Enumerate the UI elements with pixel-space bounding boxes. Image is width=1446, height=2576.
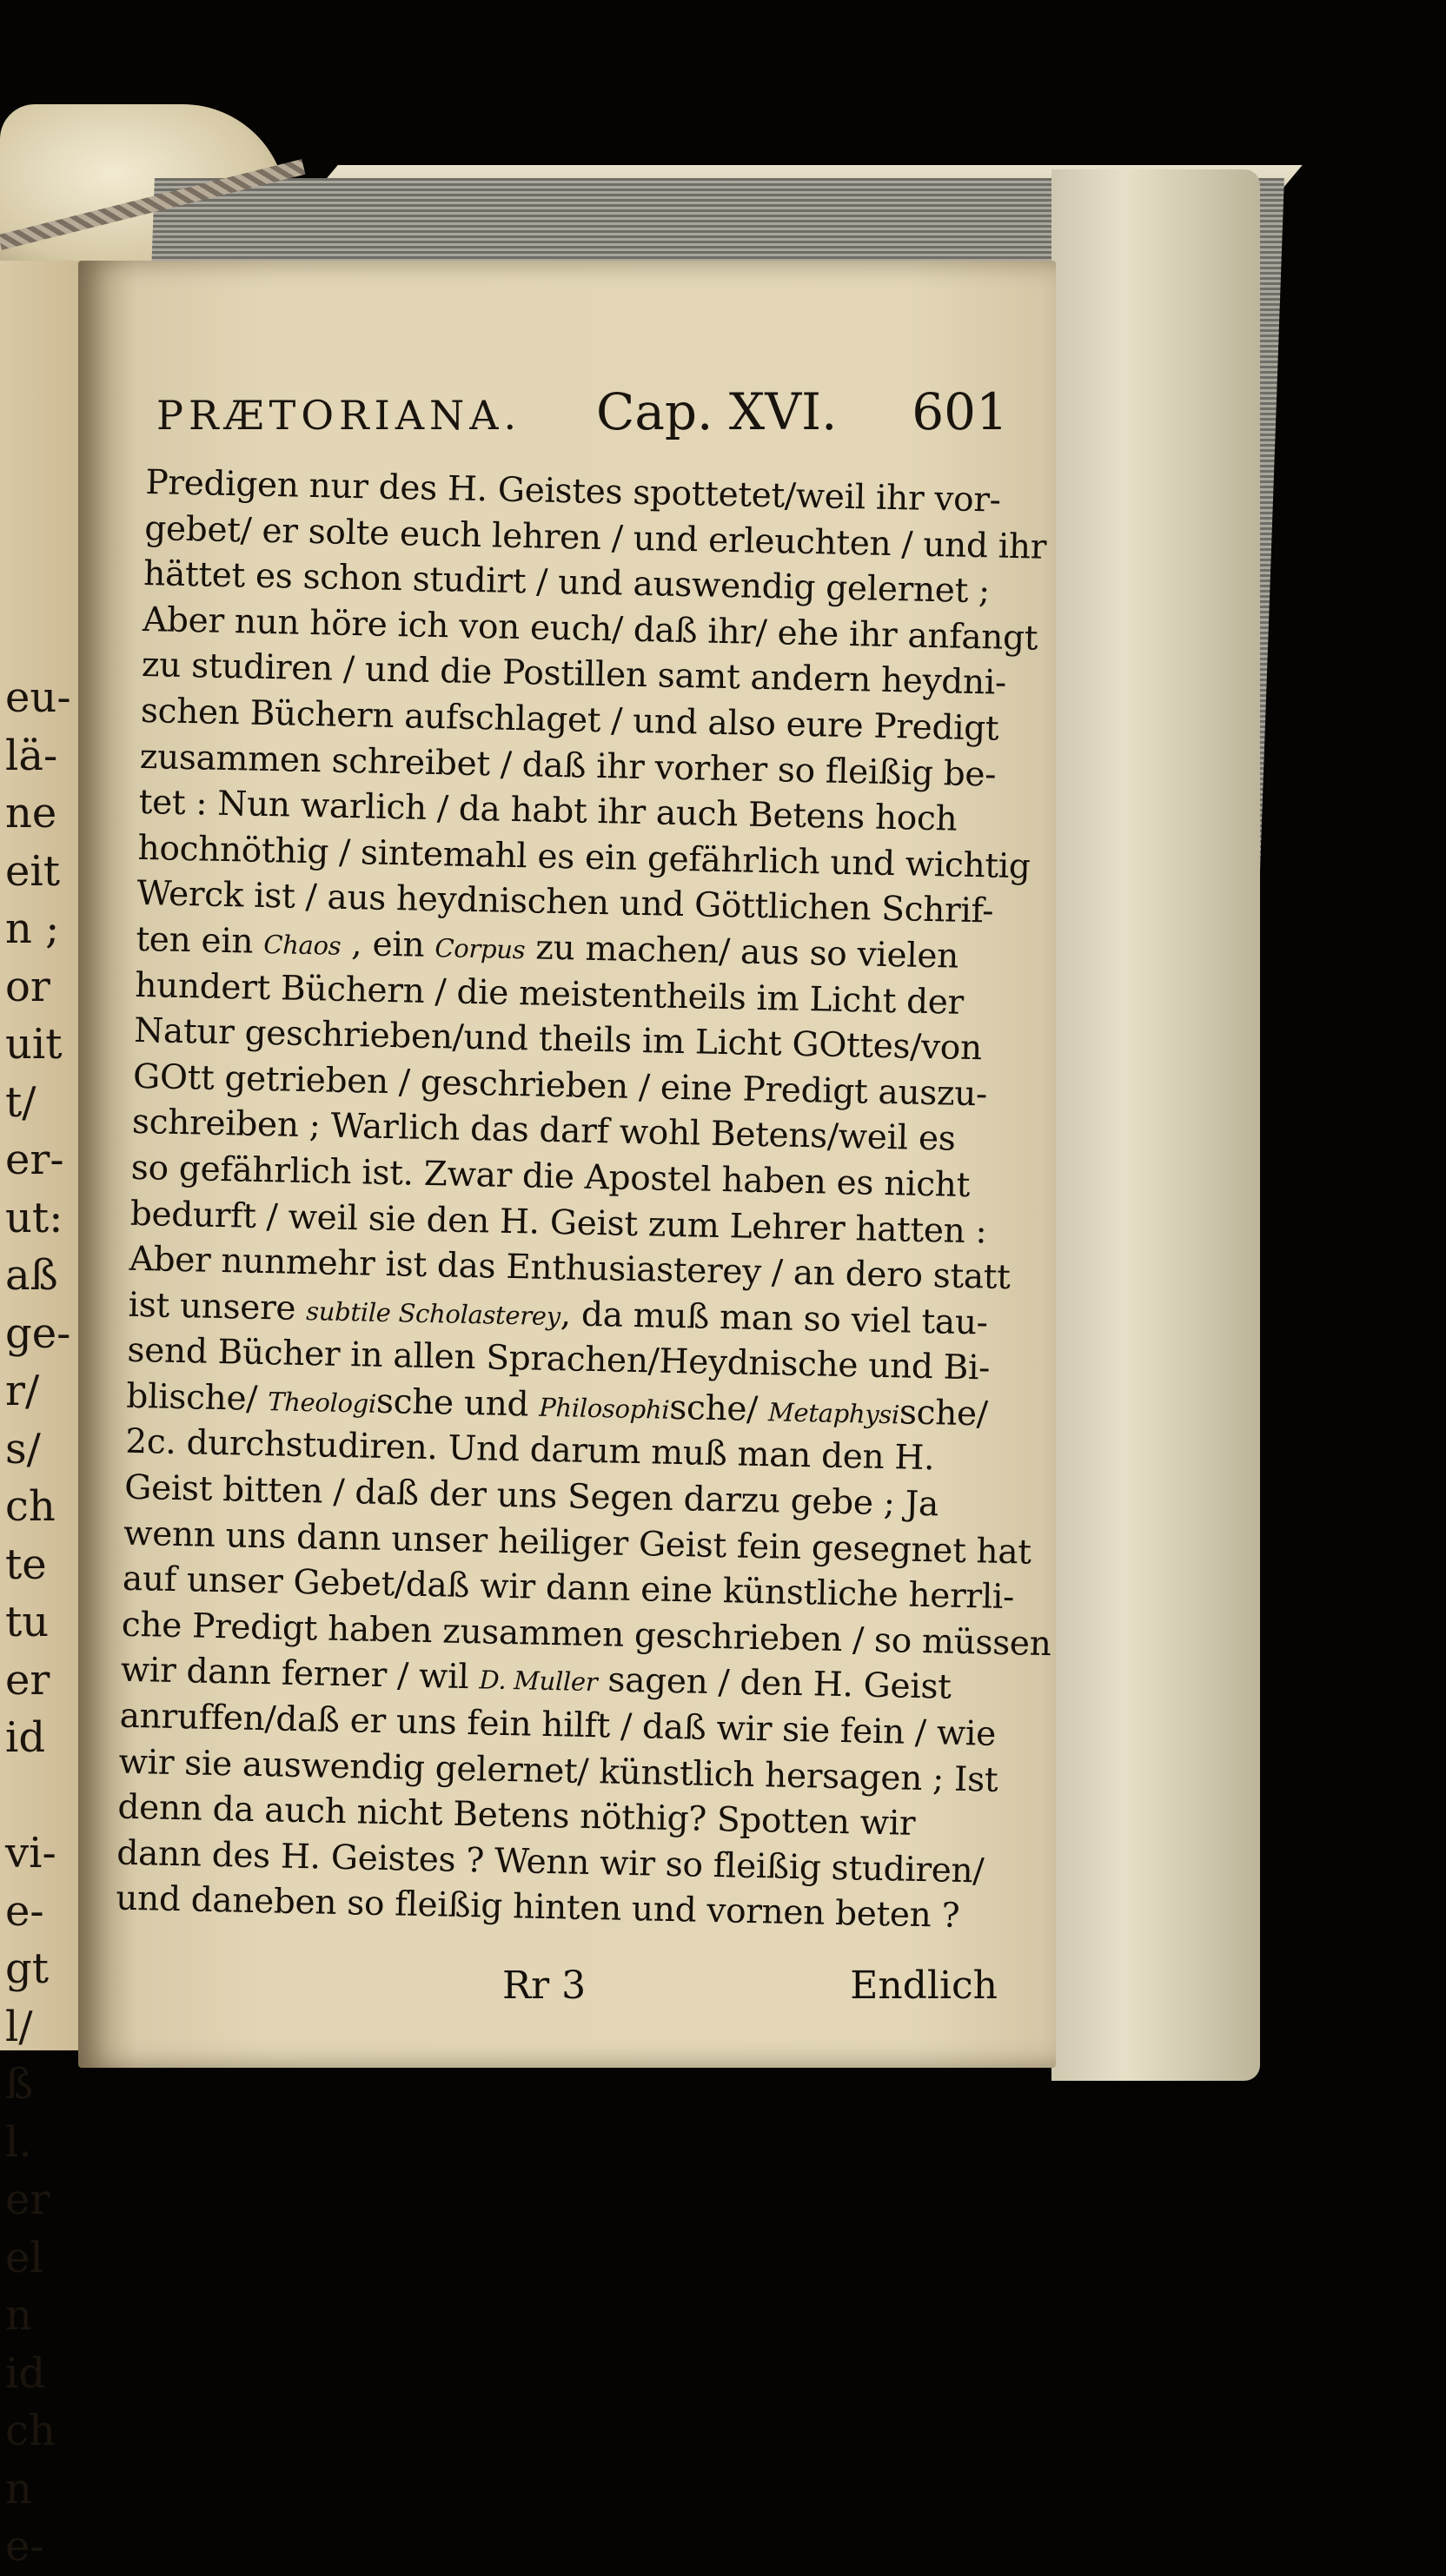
text-run: Natur geschrieben/und theils im Licht GOttes/von (133, 1010, 983, 1069)
text-run: hochnöthig / sintemahl es ein gefährlich und wichtig (137, 828, 1031, 887)
left-page-fragment: er (5, 1655, 50, 1705)
running-head-title: PRÆTORIANA. (156, 392, 522, 439)
left-page-fragment: n (5, 2291, 32, 2340)
text-run: , da muß man so viel tau- (560, 1294, 989, 1343)
left-page-fragment: lä- (5, 731, 58, 780)
text-run: Werck ist / aus heydnischen und Göttlichen Schrif- (136, 874, 994, 931)
text-run: zu studiren / und die Postillen samt andern heydni- (141, 646, 1007, 704)
left-page-fragment: n (5, 2464, 32, 2513)
text-run: wir dann ferner / wil (120, 1651, 481, 1698)
left-page-fragment: id (5, 2348, 46, 2398)
left-page-fragment: eu- (5, 673, 71, 722)
left-page-fragment: er (5, 2175, 50, 2224)
left-page-fragment: te (5, 1540, 47, 1589)
left-page-fragment: l. (5, 2117, 32, 2167)
left-page-fragment: id (5, 1713, 46, 1762)
text-run: sagen / den H. Geist (596, 1660, 952, 1708)
text-run: dann des H. Geistes ? Wenn wir so fleißig studiren/ (116, 1833, 985, 1891)
text-run: gebet/ er solte euch lehren / und erleuchten / und ihr (143, 508, 1047, 567)
left-page-fragment: r/ (5, 1367, 40, 1415)
text-run: anruffen/daß er uns fein hilft / daß wir sie fein / wie (119, 1696, 997, 1754)
text-run: Aber nunmehr ist das Enthusiasterey / an dero statt (129, 1239, 1012, 1298)
text-run: wenn uns dann unser heiliger Geist fein gesegnet hat (123, 1513, 1032, 1573)
text-run: ist unsere (128, 1285, 307, 1328)
text-run: und daneben so fleißig hinten und vornen beten ? (115, 1879, 960, 1937)
text-run: send Bücher in allen Sprachen/Heydnische und Bi- (127, 1331, 991, 1388)
italic-text: Chaos (262, 929, 342, 961)
running-head-chapter: Cap. XVI. (595, 382, 838, 441)
text-run: tet : Nun warlich / da habt ihr auch Betens hoch (138, 783, 958, 839)
text-run: Predigen nur des H. Geistes spottetet/weil ihr vor- (144, 462, 1002, 520)
left-page-fragment: n ; (5, 904, 60, 953)
text-run: sche und (375, 1381, 540, 1425)
catchword: Endlich (850, 1963, 998, 2008)
left-page-fragment: gt (5, 1944, 50, 1993)
text-run: sche/ (668, 1387, 769, 1430)
left-page-fragment: aß (5, 1251, 58, 1300)
text-run: sche/ (899, 1393, 989, 1434)
text-run: zusammen schreibet / daß ihr vorher so fleißig be- (139, 737, 997, 795)
left-page-fragment: tu (5, 1598, 50, 1646)
text-run: Aber nun höre ich von euch/ daß ihr/ ehe ihr anfangt (142, 599, 1038, 659)
italic-text: D. Muller (479, 1665, 598, 1698)
text-run: , ein (340, 924, 435, 966)
text-run: hättet es schon studirt / und auswendig gelernet ; (143, 554, 991, 612)
left-page-fragment: t/ (5, 1077, 36, 1127)
text-run: hundert Büchern / die meistentheils im Licht der (134, 965, 965, 1023)
left-page-fragment: el (5, 2233, 43, 2282)
italic-text: Philosophi (538, 1392, 670, 1425)
text-run: ten ein (135, 919, 264, 962)
cover-board (1051, 169, 1260, 2081)
left-page-fragment: vi- (5, 1829, 56, 1877)
left-page-fragment: l/ (5, 2002, 33, 2051)
text-run: che Predigt haben zusammen geschrieben / so müssen (121, 1605, 1051, 1664)
left-page-fragment: ge- (5, 1308, 71, 1358)
italic-text: Metaphysi (767, 1397, 900, 1430)
text-run: so gefährlich ist. Zwar die Apostel haben es nicht (130, 1148, 971, 1205)
text-run: blische/ (125, 1376, 269, 1420)
italic-text: Corpus (434, 933, 526, 965)
page-number: 601 (912, 382, 1008, 441)
left-page-fragment: ch (5, 2407, 56, 2455)
text-run: bedurft / weil sie den H. Geist zum Lehrer hatten : (129, 1194, 987, 1251)
text-run: wir sie auswendig gelernet/ künstlich hersagen ; Ist (118, 1742, 998, 1800)
left-page-fragment: ß (5, 2060, 34, 2109)
italic-text: subtile Scholasterey (305, 1295, 561, 1331)
page-footer (146, 1963, 998, 2016)
left-page-fragment: ch (5, 1482, 56, 1531)
signature-mark: Rr 3 (502, 1963, 587, 2008)
text-run: denn da auch nicht Betens nöthig? Spotten wir (117, 1787, 916, 1844)
left-page-fragment: eit (5, 846, 61, 896)
text-run: zu machen/ aus so vielen (524, 928, 959, 977)
left-page-fragment: s/ (5, 1424, 41, 1473)
left-page-fragment: e- (5, 1886, 44, 1936)
text-run: schen Büchern aufschlaget / und also eure Predigt (140, 691, 999, 749)
text-run: schreiben ; Warlich das darf wohl Betens/weil es (131, 1103, 956, 1159)
italic-text: Theologi (267, 1387, 377, 1419)
text-run: Geist bitten / daß der uns Segen darzu gebe ; Ja (123, 1467, 939, 1525)
left-page-fragment: e- (5, 2522, 44, 2571)
body-text (115, 460, 1051, 1940)
left-page-fragment: or (5, 962, 50, 1011)
running-head (156, 382, 1008, 452)
left-page-fragment: ut: (5, 1193, 63, 1242)
left-page-fragment: uit (5, 1020, 63, 1069)
text-run: 2c. durchstudiren. Und darum muß man den H. (124, 1422, 935, 1479)
left-page-fragment: er- (5, 1136, 64, 1184)
left-page-fragment: ne (5, 789, 57, 838)
text-run: auf unser Gebet/daß wir dann eine künstliche herrli- (122, 1559, 1015, 1618)
text-run: GOtt getrieben / geschrieben / eine Predigt auszu- (132, 1056, 988, 1115)
